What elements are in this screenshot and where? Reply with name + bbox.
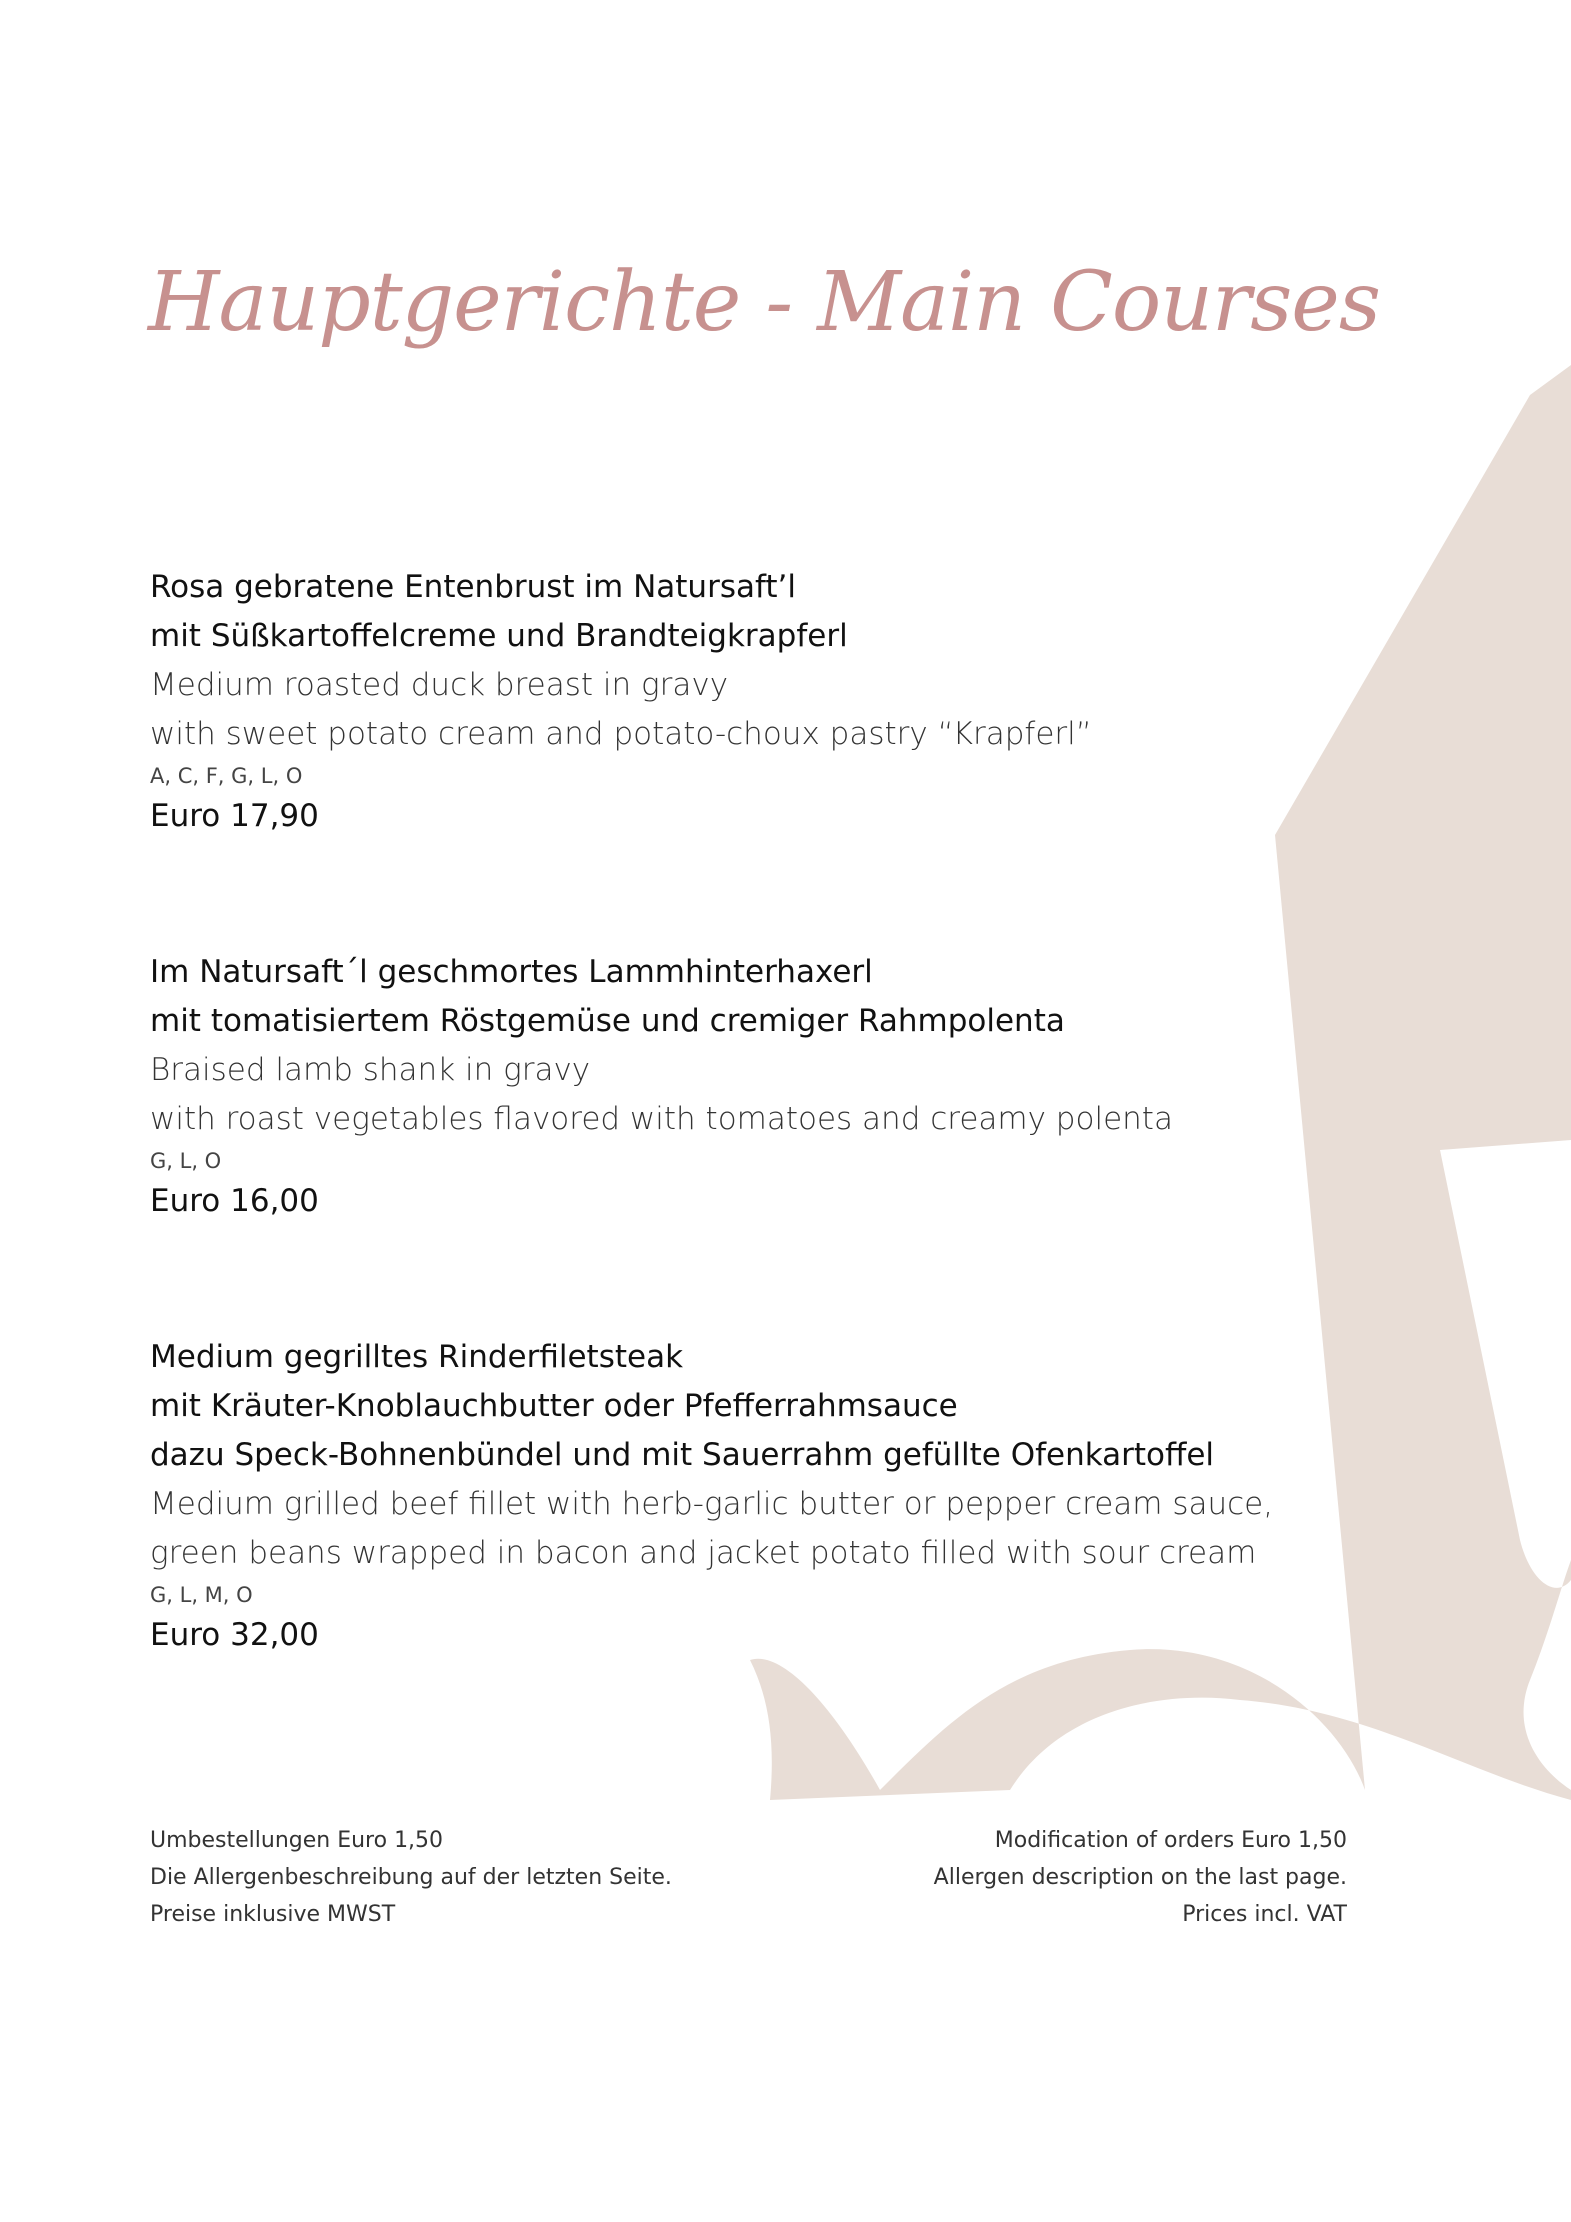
dish-detail-en: with sweet potato cream and potato-choux pastry “Krapferl” (150, 716, 1092, 752)
dish-name-de: Im Natursaft´l geschmortes Lammhinterhaxerl (150, 954, 873, 990)
footer-modification-note: Umbestellungen Euro 1,50 (150, 1828, 444, 1853)
dish-detail-en: with roast vegetables flavored with tomatoes and creamy polenta (150, 1101, 1173, 1137)
dish-name-en: Medium grilled beef fillet with herb-garlic butter or pepper cream sauce, (150, 1486, 1274, 1522)
dish-name-de: Rosa gebratene Entenbrust im Natursaft’l (150, 569, 796, 605)
dish-name-de: Medium gegrilltes Rinderfiletsteak (150, 1339, 684, 1375)
dish-detail-de: dazu Speck-Bohnenbündel und mit Sauerrahm gefüllte Ofenkartoffel (150, 1437, 1215, 1473)
footer-modification-note: Modification of orders Euro 1,50 (994, 1828, 1347, 1853)
dish-allergens: G, L, O (150, 1149, 222, 1173)
footer-notes-de (150, 1822, 672, 1933)
menu-item (150, 948, 1173, 1226)
footer-vat-note: Preise inklusive MWST (150, 1902, 396, 1927)
footer-allergen-note: Allergen description on the last page. (933, 1865, 1347, 1890)
dish-detail-de: mit Kräuter-Knoblauchbutter oder Pfefferrahmsauce (150, 1388, 958, 1424)
footer-vat-note: Prices incl. VAT (1182, 1902, 1347, 1927)
dish-detail-de: mit Süßkartoffelcreme und Brandteigkrapferl (150, 618, 848, 654)
page-title: Hauptgerichte - Main Courses (148, 255, 1380, 350)
dish-price: Euro 16,00 (150, 1183, 319, 1219)
menu-item (150, 1333, 1273, 1660)
dish-price: Euro 17,90 (150, 798, 319, 834)
dish-detail-de: mit tomatisiertem Röstgemüse und cremiger Rahmpolenta (150, 1003, 1065, 1039)
dish-name-en: Braised lamb shank in gravy (150, 1052, 591, 1088)
footer-allergen-note: Die Allergenbeschreibung auf der letzten Seite. (150, 1865, 672, 1890)
footer-notes-en (934, 1822, 1347, 1933)
dish-detail-en: green beans wrapped in bacon and jacket potato filled with sour cream (150, 1535, 1257, 1571)
dish-name-en: Medium roasted duck breast in gravy (150, 667, 729, 703)
menu-item (150, 563, 1092, 841)
dish-allergens: G, L, M, O (150, 1583, 253, 1607)
dish-price: Euro 32,00 (150, 1617, 319, 1653)
dish-allergens: A, C, F, G, L, O (150, 764, 303, 788)
